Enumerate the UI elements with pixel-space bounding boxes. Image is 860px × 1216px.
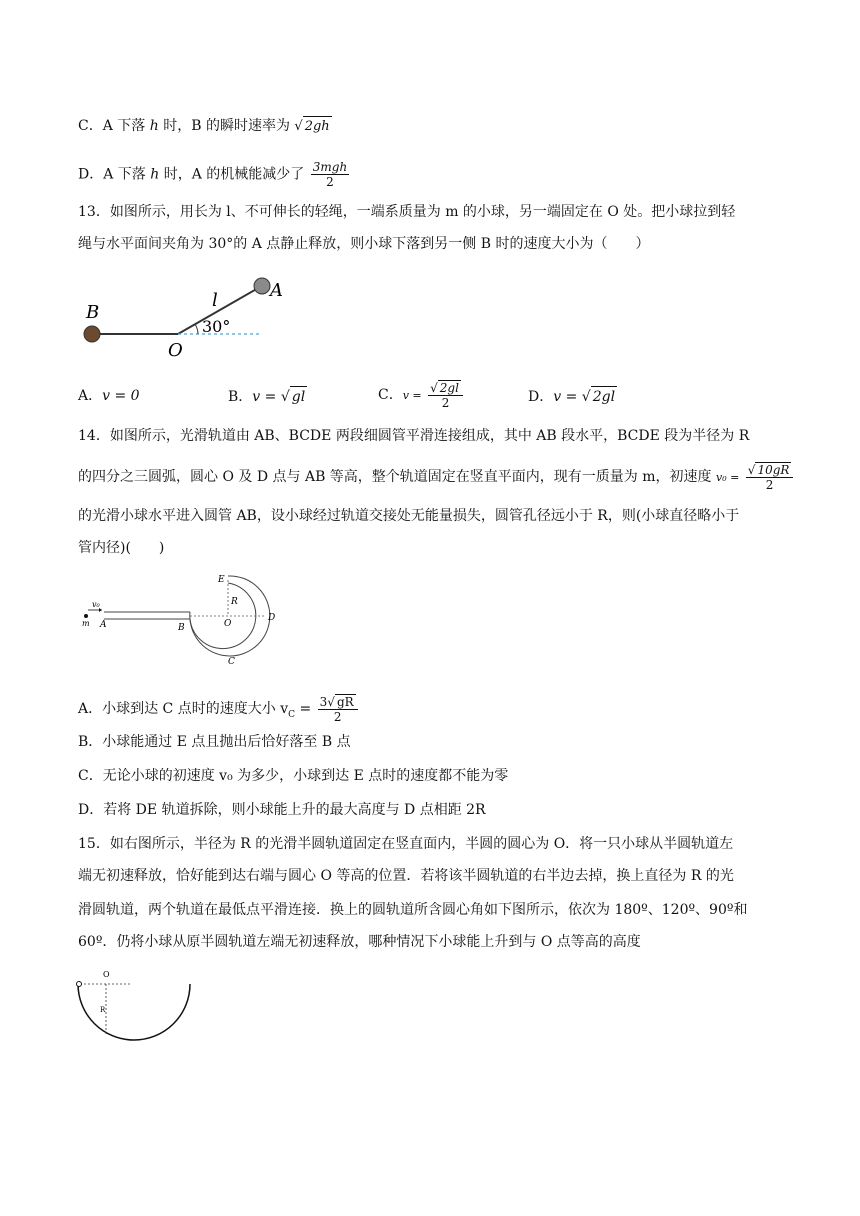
q14-option-c: C．无论小球的初速度 v₀ 为多少，小球到达 E 点时的速度都不能为零 xyxy=(78,768,509,784)
q15-stem-line1: 15．如右图所示，半径为 R 的光滑半圆轨道固定在竖直面内，半圆的圆心为 O．将一只小球从半圆轨道左 xyxy=(78,836,734,852)
q15-stem-line3: 滑圆轨道，两个轨道在最低点平滑连接．换上的圆轨道所含圆心角如下图所示，依次为 180º、120º、90º和 xyxy=(78,902,748,918)
q14-stem-fraction: $\frac{√ 10gR}{2}$ xyxy=(746,462,794,492)
q15-stem-line4: 60º．仍将小球从原半圆轨道左端无初速释放，哪种情况下小球能上升到与 O 点等高的高度 xyxy=(78,934,641,950)
q13-ball-a xyxy=(254,278,270,294)
q13-optb-label: B． xyxy=(228,389,253,405)
q12-optc-h: h xyxy=(149,118,159,134)
q13-option-d: D．v = √ 2gl xyxy=(528,386,617,407)
q15-label-r: R xyxy=(100,1006,106,1014)
q14-opta-den: 2 xyxy=(333,710,342,724)
q12-optc-mid: 时，B 的瞬时速率为 xyxy=(158,118,290,134)
q14-label-a: A xyxy=(100,620,107,630)
q13-label-o: O xyxy=(168,340,183,361)
q13-angle-arc xyxy=(195,324,198,334)
q12-optd-mid: 时，A 的机械能减少了 xyxy=(159,166,305,183)
q13-option-b: B．v = √ gl xyxy=(228,386,307,407)
q13-optd-label: D． xyxy=(528,389,554,405)
q13-stem-line1: 13．如图所示，用长为 l、不可伸长的轻绳，一端系质量为 m 的小球，另一端固定在 O 处。把小球拉到轻 xyxy=(78,204,736,220)
q14-arc-outer xyxy=(190,576,270,656)
q13-optb-v: v = xyxy=(252,389,277,405)
q13-opta-expr: v = 0 xyxy=(102,388,140,404)
q14-stem-den: 2 xyxy=(765,478,774,492)
q12-optd-h: h xyxy=(150,166,160,183)
q13-opta-label: A． xyxy=(78,388,103,404)
q12-optc-expr: 2gh xyxy=(304,119,330,134)
q15-ball xyxy=(77,982,82,987)
q14-label-v0: v₀ xyxy=(92,600,100,609)
q14-opta-coef: 3 xyxy=(319,695,328,709)
q12-option-c: C．A 下落 h 时，B 的瞬时速率为 √ 2gh xyxy=(78,116,332,137)
q14-label-o: O xyxy=(224,619,232,629)
q14-ball xyxy=(84,614,88,618)
q15-semicircle xyxy=(78,984,190,1040)
q14-stem-sqrt: 10gR xyxy=(757,463,790,477)
q14-option-a: A．小球到达 C 点时的速度大小 $v_C$ = $\frac{3√ gR}{2}$ xyxy=(78,694,360,725)
q14-opta-fraction: $\frac{3√ gR}{2}$ xyxy=(318,694,358,724)
q13-optc-sqrt: 2gl xyxy=(439,381,459,395)
q14-stem-line1: 14．如图所示，光滑轨道由 AB、BCDE 两段细圆管平滑连接组成，其中 AB 段水平，BCDE 段为半径为 R xyxy=(78,428,750,444)
q13-optc-v: v = xyxy=(402,389,422,402)
q14-option-d: D．若将 DE 轨道拆除，则小球能上升的最大高度与 D 点相距 2R xyxy=(78,802,486,818)
q12-optd-fraction xyxy=(311,160,349,189)
q15-stem-line2: 端无初速释放，恰好能到达右端与圆心 O 等高的位置．若将该半圆轨道的右半边去掉，换上直径为 R 的光 xyxy=(78,868,734,884)
q13-optd-sqrt: 2gl xyxy=(592,389,616,405)
q12-optc-text: C．A 下落 xyxy=(78,118,150,134)
q13-figure xyxy=(78,270,283,361)
q14-opta-v: v xyxy=(280,701,289,717)
q14-stem-line3: 的光滑小球水平进入圆管 AB，设小球经过轨道交接处无能量损失，圆管孔径远小于 R，则(小球直径略小于 xyxy=(78,508,740,524)
q12-option-d xyxy=(78,160,351,189)
q13-ball-b xyxy=(84,326,100,342)
q14-stem-line2-text: 的四分之三圆弧，圆心 O 及 D 点与 AB 等高，整个轨道固定在竖直平面内，现有一质量为 m，初速度 xyxy=(78,469,712,485)
q14-stem-line2 xyxy=(78,462,795,492)
q13-optc-fraction: $\frac{√ 2gl}{2}$ xyxy=(428,380,463,410)
q13-stem-line2: 绳与水平面间夹角为 30°的 A 点静止释放，则小球下落到另一侧 B 时的速度大小为（ ） xyxy=(78,236,650,252)
q13-option-a xyxy=(78,386,140,406)
q13-label-angle: 30° xyxy=(202,317,231,336)
q15-figure xyxy=(74,964,194,1044)
q14-stem-line4: 管内径)( ) xyxy=(78,540,165,556)
q13-option-c xyxy=(378,380,465,410)
q12-optd-text: D．A 下落 xyxy=(78,166,151,183)
q14-label-d: D xyxy=(268,613,276,623)
q14-label-c: C xyxy=(228,657,235,667)
q14-opta-sqrt: gR xyxy=(336,695,354,709)
q13-optb-sqrt: gl xyxy=(291,389,306,405)
q13-optc-den: 2 xyxy=(441,396,450,410)
q14-option-b: B．小球能通过 E 点且抛出后恰好落至 B 点 xyxy=(78,734,351,750)
q14-figure xyxy=(78,572,278,672)
q14-opta-text: A．小球到达 C 点时的速度大小 xyxy=(78,701,276,717)
q13-optd-v: v = xyxy=(553,389,578,405)
q15-label-o: O xyxy=(103,970,110,979)
q12-optd-den: 2 xyxy=(326,175,334,189)
q14-label-r: R xyxy=(231,597,238,607)
q14-label-m: m xyxy=(82,619,90,628)
q13-label-l: l xyxy=(212,290,218,311)
q13-label-a: A xyxy=(270,280,283,301)
q14-stem-v0: v₀ = xyxy=(715,471,740,484)
q13-optc-label: C． xyxy=(378,387,403,403)
q13-label-b: B xyxy=(86,302,100,323)
q12-optd-num: 3mgh xyxy=(312,160,348,174)
q14-opta-sub: C xyxy=(288,709,295,720)
q14-label-b: B xyxy=(178,623,185,633)
q14-label-e: E xyxy=(218,575,225,585)
